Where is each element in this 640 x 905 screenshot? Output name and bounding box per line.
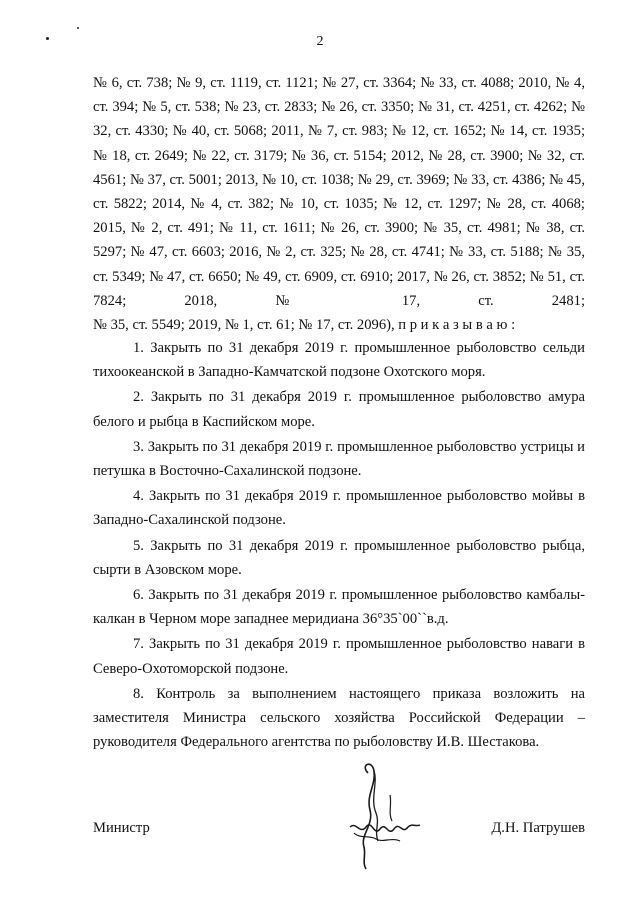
order-item: 7. Закрыть по 31 декабря 2019 г. промышленное рыболовство наваги в Северо-Охотоморской подзоне. xyxy=(93,636,585,677)
order-item: 6. Закрыть по 31 декабря 2019 г. промышленное рыболовство камбалы-калкан в Черном море западнее меридиана 36°35`00``в.д. xyxy=(93,587,585,628)
page-number: 2 xyxy=(316,34,324,49)
order-item: 5. Закрыть по 31 декабря 2019 г. промышленное рыболовство рыбца, сырти в Азовском море. xyxy=(93,537,585,578)
order-item: 3. Закрыть по 31 декабря 2019 г. промышленное рыболовство устрицы и петушка в Восточно-Сахалинской подзоне. xyxy=(93,438,585,480)
references-text: № 6, ст. 738; № 9, ст. 1119, ст. 1121; № 27, ст. 3364; № 33, ст. 4088; 2010, № 4, ст. 394; № 5, ст. 538; № 23, ст. 2833; № 26, ст. 3350; № 31, ст. 4251, ст. 4262; № 32, ст. 4330; № 40, ст. 5068; 2011, № 7, ст. 983; № 12, ст. 1652; № 14, ст. 1935; № 18, ст. 2649; № 22, ст. 3179; № 36, ст. 5154; 2012, № 28, ст. 3900; № 32, ст. 4561; № 37, ст. 5001; 2013, № 10, ст. 1038; № 29, ст. 3969; № 33, ст. 4386; № 45, ст. 5822; 2014, № 4, ст. 382; № 10, ст. 1035; № 12, ст. 1297; № 28, ст. 4068; 2015, № 2, ст. 491; № 11, ст. 1611; № 26, ст. 3900; № 35, ст. 4981; № 38, ст. 5297; № 47, ст. 6603; 2016, № 2, ст. 325; № 28, ст. 4741; № 33, ст. 5188; № 35, ст. 5349; № 47, ст. 6650; № 49, ст. 6909, ст. 6910; 2017, № 26, ст. 3852; № 51, ст. 7824; 2018, № 17, ст. 2481; xyxy=(93,75,585,309)
signer-name: Д.Н. Патрушев xyxy=(491,820,585,836)
order-item: 2. Закрыть по 31 декабря 2019 г. промышленное рыболовство амура белого и рыбца в Каспийском море. xyxy=(93,389,585,430)
order-item: 4. Закрыть по 31 декабря 2019 г. промышленное рыболовство мойвы в Западно-Сахалинской подзоне. xyxy=(93,488,585,529)
handwritten-signature xyxy=(330,755,430,875)
order-line-text: № 35, ст. 5549; 2019, № 1, ст. 61; № 17, ст. 2096), п р и к а з ы в а ю : xyxy=(93,317,516,333)
order-line xyxy=(93,313,585,337)
scan-speck xyxy=(77,27,79,29)
order-item: 1. Закрыть по 31 декабря 2019 г. промышленное рыболовство сельди тихоокеанской в Западно-Камчатской подзоне Охотского моря. xyxy=(93,340,585,381)
order-items xyxy=(93,336,585,755)
signer-position: Министр xyxy=(93,820,150,836)
order-item: 8. Контроль за выполнением настоящего приказа возложить на заместителя Министра сельского хозяйства Российской Федерации – руководителя Федерального агентства по рыболовству И.В. Шестакова. xyxy=(93,685,585,751)
legal-references-paragraph xyxy=(93,71,585,313)
